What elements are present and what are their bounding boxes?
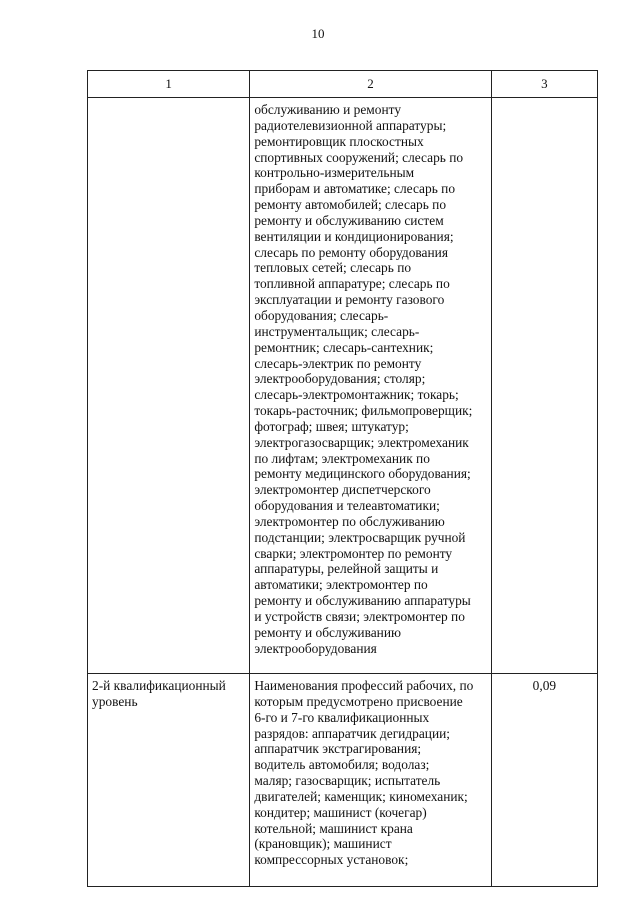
text-line: водитель автомобиля; водолаз; xyxy=(254,757,430,773)
coefficient-cell xyxy=(491,98,597,674)
text-line: электрооборудования xyxy=(254,640,377,656)
text-line: ремонтировщик плоскостных xyxy=(254,133,424,149)
text-line: ремонту и обслуживанию аппаратуры xyxy=(254,593,471,609)
qualification-level-cell xyxy=(88,674,250,887)
column-header-2: 2 xyxy=(250,71,491,98)
text-line: оборудования и телеавтоматики; xyxy=(254,498,440,514)
text-line: аппаратуры, релейной защиты и xyxy=(254,561,439,577)
professions-cell xyxy=(250,674,491,887)
professions-cell xyxy=(250,98,491,674)
text-line: 6-го и 7-го квалификационных xyxy=(254,709,430,725)
professions-list xyxy=(254,678,486,868)
text-line: котельной; машинист крана xyxy=(254,820,413,836)
page-number: 10 xyxy=(311,26,325,41)
text-line: которым предусмотрено присвоение xyxy=(254,693,463,709)
text-line: ремонту и обслуживанию систем xyxy=(254,212,444,228)
text-line: маляр; газосварщик; испытатель xyxy=(254,773,441,789)
text-line: компрессорных установок; xyxy=(254,852,409,868)
qualification-table xyxy=(87,70,598,887)
text-line: (крановщик); машинист xyxy=(254,836,392,852)
text-line: радиотелевизионной аппаратуры; xyxy=(254,117,447,133)
text-line: Наименования профессий рабочих, по xyxy=(254,678,474,693)
text-line: разрядов: аппаратчик дегидрации; xyxy=(254,725,451,741)
text-line: 2-й квалификационный xyxy=(92,678,226,693)
text-line: ремонту и обслуживанию xyxy=(254,624,402,640)
text-line: эксплуатации и ремонту газового xyxy=(254,292,445,308)
qualification-level-cell xyxy=(88,98,250,674)
text-line: спортивных сооружений; слесарь по xyxy=(254,149,464,165)
text-line: электрооборудования; столяр; xyxy=(254,371,426,387)
text-line: контрольно-измерительным xyxy=(254,165,415,181)
text-line: инструментальщик; слесарь- xyxy=(254,323,420,339)
text-line: по лифтам; электромеханик по xyxy=(254,450,430,466)
text-line: фотограф; швея; штукатур; xyxy=(254,418,409,434)
table-header-row xyxy=(88,71,598,98)
text-line: топливной аппаратуре; слесарь по xyxy=(254,276,450,292)
coefficient-cell: 0,09 xyxy=(491,674,597,887)
text-line: токарь-расточник; фильмопроверщик; xyxy=(254,403,473,419)
text-line: и устройств связи; электромонтер по xyxy=(254,609,465,624)
text-line: обслуживанию и ремонту xyxy=(254,102,402,117)
column-header-1: 1 xyxy=(88,71,250,98)
table-row-continued xyxy=(88,98,598,674)
text-line: автоматики; электромонтер по xyxy=(254,577,428,593)
text-line: уровень xyxy=(92,693,138,709)
text-line: приборам и автоматике; слесарь по xyxy=(254,181,456,197)
text-line: вентиляции и кондиционирования; xyxy=(254,228,454,244)
text-line: тепловых сетей; слесарь по xyxy=(254,260,412,276)
text-line: кондитер; машинист (кочегар) xyxy=(254,804,427,820)
text-line: аппаратчик экстрагирования; xyxy=(254,741,422,757)
professions-list xyxy=(254,102,486,657)
text-line: ремонту автомобилей; слесарь по xyxy=(254,197,447,213)
text-line: слесарь-электрик по ремонту xyxy=(254,355,422,371)
text-line: подстанции; электросварщик ручной xyxy=(254,529,466,545)
column-header-3: 3 xyxy=(491,71,597,98)
text-line: ремонтник; слесарь-сантехник; xyxy=(254,339,434,355)
text-line: слесарь по ремонту оборудования xyxy=(254,244,448,260)
qualification-level-name xyxy=(92,678,245,710)
text-line: электрогазосварщик; электромеханик xyxy=(254,434,469,450)
text-line: слесарь-электромонтажник; токарь; xyxy=(254,387,459,403)
text-line: сварки; электромонтер по ремонту xyxy=(254,545,453,561)
text-line: оборудования; слесарь- xyxy=(254,307,389,323)
table-row-level-2 xyxy=(88,674,598,887)
text-line: электромонтер по обслуживанию xyxy=(254,513,445,529)
text-line: ремонту медицинского оборудования; xyxy=(254,466,471,482)
text-line: электромонтер диспетчерского xyxy=(254,482,431,498)
text-line: двигателей; каменщик; киномеханик; xyxy=(254,788,468,804)
